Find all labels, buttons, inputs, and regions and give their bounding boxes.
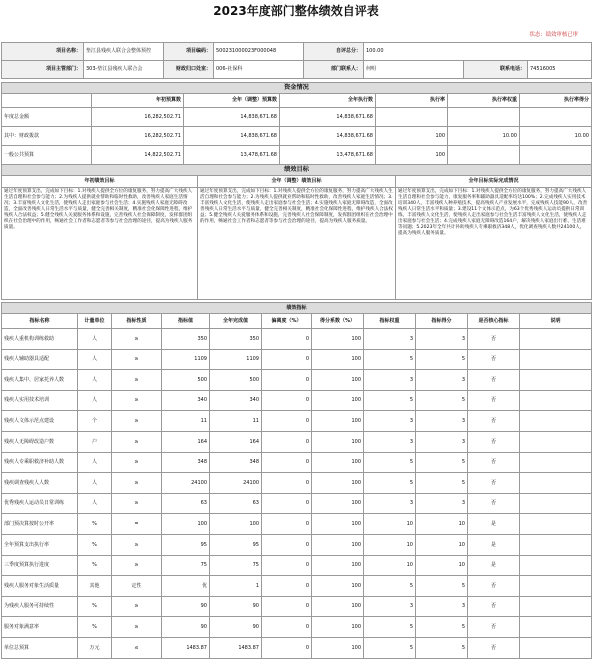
- indicator-nature: ≥: [112, 329, 162, 350]
- funds-header: 执行率权重: [448, 94, 520, 108]
- indicator-header: 是否核心指标: [468, 314, 520, 329]
- indicator-unit: 人: [78, 349, 112, 370]
- indicator-unit: 人: [78, 390, 112, 411]
- indicator-score: 5: [416, 473, 468, 494]
- indicator-completed: 348: [210, 452, 262, 473]
- funds-header: [2, 94, 92, 108]
- indicator-target: 95: [162, 534, 210, 555]
- dept-label: 项目主管部门：: [2, 61, 84, 79]
- indicator-weight: 3: [364, 329, 416, 350]
- indicator-row: [2, 534, 592, 555]
- indicator-deviation: 0: [262, 555, 312, 576]
- goals-section-title: 绩效目标: [2, 165, 592, 176]
- page-title: 2023年度部门整体绩效自评表: [213, 4, 379, 18]
- indicator-target: 348: [162, 452, 210, 473]
- indicator-rows: [2, 329, 592, 659]
- funds-header: 执行率: [376, 94, 448, 108]
- indicator-core: 否: [468, 576, 520, 597]
- indicator-completed: 63: [210, 493, 262, 514]
- indicator-target: 350: [162, 329, 210, 350]
- indicator-note: [520, 555, 592, 576]
- indicator-nature: =: [112, 514, 162, 535]
- indicator-core: 否: [468, 329, 520, 350]
- goal-adjusted-text: 通过年度预算支出，完成如下目标：1.对残疾人提供全方位的康复服务，努力提高广大残疾人生活自理和社会参与能力；2.为残疾人提供就业帮助和临时性救助，改善残疾人家庭生活情况；3.丰富残疾人文化生活，使残疾人走出家庭参与社会生活；4.实施残疾人家庭无障碍改造，全面改善残疾人日常生活水平与质量，健全完善相关制度，精准社会化保障性进程，维护残疾人合法权益；5.健全残疾人关爱服务体系和设施，完善残疾人社会保障制度，发挥群团组织在社会治理中的作用，畅通社会工作者和志愿者等参与社会治理的途径，提高为残疾人服务质量。: [198, 188, 396, 300]
- indicator-target: 90: [162, 596, 210, 617]
- indicator-deviation: 0: [262, 493, 312, 514]
- indicator-row: [2, 431, 592, 452]
- indicator-completed: 75: [210, 555, 262, 576]
- funds-score: 10.00: [520, 127, 592, 146]
- indicator-weight: 5: [364, 576, 416, 597]
- contact-label: 部门联系人：: [304, 61, 364, 79]
- indicator-note: [520, 390, 592, 411]
- project-info-table: [1, 42, 592, 79]
- indicator-weight: 3: [364, 370, 416, 391]
- indicator-unit: 人: [78, 329, 112, 350]
- indicator-deviation: 0: [262, 349, 312, 370]
- indicator-completed: 1109: [210, 349, 262, 370]
- indicator-unit: %: [78, 514, 112, 535]
- indicator-name: 残疾人重机构训练救助: [2, 329, 78, 350]
- indicator-row: [2, 329, 592, 350]
- indicator-row: [2, 390, 592, 411]
- funds-row: [2, 146, 592, 165]
- goals-header-actual: 全年目标实际完成情况: [396, 176, 592, 188]
- office-label: 财政归口处室：: [164, 61, 214, 79]
- indicator-core: 否: [468, 349, 520, 370]
- goals-header-adjusted: 全年（调整）绩效目标: [198, 176, 396, 188]
- indicator-coefficient: 100: [312, 411, 364, 432]
- indicator-row: [2, 514, 592, 535]
- indicator-completed: 90: [210, 596, 262, 617]
- indicator-target: 500: [162, 370, 210, 391]
- indicator-coefficient: 100: [312, 431, 364, 452]
- project-code-label: 项目编码：: [164, 43, 214, 61]
- indicator-unit: 人: [78, 473, 112, 494]
- indicator-name: 三季度预算执行进度: [2, 555, 78, 576]
- indicator-row: [2, 349, 592, 370]
- indicator-core: 否: [468, 431, 520, 452]
- indicator-core: 否: [468, 411, 520, 432]
- indicator-nature: ≥: [112, 431, 162, 452]
- funds-executed: 14,838,671.68: [280, 108, 376, 127]
- goals-table: [1, 164, 592, 300]
- indicator-row: [2, 637, 592, 658]
- indicator-target: 24100: [162, 473, 210, 494]
- indicator-completed: 100: [210, 514, 262, 535]
- indicator-unit: %: [78, 555, 112, 576]
- goals-header-initial: 年初绩效目标: [2, 176, 198, 188]
- funds-rate: [376, 108, 448, 127]
- indicator-coefficient: 100: [312, 390, 364, 411]
- indicator-deviation: 0: [262, 514, 312, 535]
- indicator-weight: 3: [364, 493, 416, 514]
- indicator-coefficient: 100: [312, 493, 364, 514]
- indicator-name: 残疾人实用技术培训: [2, 390, 78, 411]
- funds-adjusted: 13,478,671.68: [184, 146, 280, 165]
- indicator-nature: ≥: [112, 370, 162, 391]
- indicator-weight: 5: [364, 617, 416, 638]
- indicator-deviation: 0: [262, 617, 312, 638]
- funds-header: 执行率得分: [520, 94, 592, 108]
- indicator-row: [2, 473, 592, 494]
- goal-actual-text: 通过年度预算支出，完成如下目标：1.对残疾人提供全方位的康复服务，努力提高广大残疾人生活自理和社会参与能力，康复服务率和辅助器具适配率均达100%；2.完成残疾人实用技术培训340人，丰富残疾人种养殖技术，提高残疾人产业发展水平，完成残疾人技能90人，改善残疾人日常生活水平和质量；3.建设11个文体示范点，为63个优秀残疾人运动员提供日常训练，丰富残疾人文化生活，使残疾人走出家庭参与社会生活丰富残疾人文化生活，使残疾人走出家庭参与社会生活；4.完成残疾人家庭无障碍改造164户，解决残疾人家庭出行难、生活难等问题；5.2023年全年共计补助残疾人专乘职救济348人，优化调查残疾人数共24100人，提高为残疾人服务质量。: [396, 188, 592, 300]
- indicator-target: 63: [162, 493, 210, 514]
- indicator-nature: ≥: [112, 349, 162, 370]
- indicator-target: 75: [162, 555, 210, 576]
- indicator-deviation: 0: [262, 452, 312, 473]
- indicator-unit: 户: [78, 431, 112, 452]
- indicator-deviation: 0: [262, 473, 312, 494]
- indicator-note: [520, 370, 592, 391]
- funds-adjusted: 14,838,671.68: [184, 108, 280, 127]
- indicator-completed: 340: [210, 390, 262, 411]
- indicator-completed: 500: [210, 370, 262, 391]
- indicator-row: [2, 370, 592, 391]
- indicator-score: 3: [416, 411, 468, 432]
- indicator-weight: 5: [364, 473, 416, 494]
- indicator-deviation: 0: [262, 370, 312, 391]
- indicator-target: 340: [162, 390, 210, 411]
- indicator-completed: 90: [210, 617, 262, 638]
- indicator-name: 全年预算支出执行率: [2, 534, 78, 555]
- indicator-weight: 5: [364, 637, 416, 658]
- project-name-label: 项目名称：: [2, 43, 84, 61]
- indicator-core: 否: [468, 596, 520, 617]
- funds-weight: 10.00: [448, 127, 520, 146]
- indicator-row: [2, 555, 592, 576]
- indicator-target: 11: [162, 411, 210, 432]
- goal-initial-text: 通过年度预算支出，完成如下目标：1.对残疾人提供全方位的康复服务，努力提高广大残疾人生活自理和社会参与能力；2.为残疾人提供就业帮助和临时性救助，改善残疾人家庭生活情况；3.丰富残疾人文化生活，使残疾人走出家庭参与社会生活；4.实施残疾人家庭无障碍改造，全面改善残疾人日常生活水平与质量，健全完善相关制度，精准社会化保障性进程，维护残疾人合法权益；5.健全残疾人关爱服务体系和设施，完善残疾人社会保障制度，发挥群团组织在社会治理中的作用，畅通社会工作者和志愿者等参与社会治理的途径，提高为残疾人服务质量。: [2, 188, 198, 300]
- indicator-name: 残疾人文体示范点建设: [2, 411, 78, 432]
- indicator-note: [520, 637, 592, 658]
- indicators-table: [1, 302, 592, 659]
- indicator-completed: 24100: [210, 473, 262, 494]
- funds-header: 全年（调整）预算数: [184, 94, 280, 108]
- indicator-name: 残疾人专乘职救济补助人数: [2, 452, 78, 473]
- indicator-unit: 万元: [78, 637, 112, 658]
- funds-executed: 13,478,671.68: [280, 146, 376, 165]
- funds-row: [2, 108, 592, 127]
- indicator-unit: %: [78, 617, 112, 638]
- funds-table: [1, 82, 592, 165]
- self-score-value: 100.00: [364, 43, 592, 61]
- indicator-row: [2, 576, 592, 597]
- indicator-coefficient: 100: [312, 596, 364, 617]
- dept-value: 303-垫江县残疾人联合会: [84, 61, 164, 79]
- phone-label: 联系电话：: [464, 61, 528, 79]
- indicator-core: 否: [468, 637, 520, 658]
- indicator-deviation: 0: [262, 637, 312, 658]
- indicator-coefficient: 100: [312, 514, 364, 535]
- indicator-coefficient: 100: [312, 617, 364, 638]
- funds-weight: [448, 108, 520, 127]
- indicator-core: 否: [468, 390, 520, 411]
- indicator-row: [2, 452, 592, 473]
- indicators-section-title: 绩效指标: [2, 303, 592, 314]
- funds-weight: [448, 146, 520, 165]
- funds-section-title: 资金情况: [2, 83, 592, 94]
- indicator-weight: 5: [364, 452, 416, 473]
- indicator-nature: ≥: [112, 555, 162, 576]
- indicator-name: 优秀残疾人运动员日常训练: [2, 493, 78, 514]
- indicator-completed: 11: [210, 411, 262, 432]
- indicator-score: 5: [416, 576, 468, 597]
- indicator-note: [520, 596, 592, 617]
- indicator-weight: 10: [364, 534, 416, 555]
- indicator-header: 指标性质: [112, 314, 162, 329]
- indicator-weight: 3: [364, 411, 416, 432]
- indicator-note: [520, 617, 592, 638]
- indicator-name: 部门预决算按时公开率: [2, 514, 78, 535]
- indicator-score: 5: [416, 617, 468, 638]
- indicator-score: 5: [416, 452, 468, 473]
- indicator-unit: 人: [78, 452, 112, 473]
- indicator-header: 全年完成值: [210, 314, 262, 329]
- indicator-score: 5: [416, 349, 468, 370]
- indicator-deviation: 0: [262, 576, 312, 597]
- indicator-header: 计量单位: [78, 314, 112, 329]
- indicator-coefficient: 100: [312, 473, 364, 494]
- indicator-note: [520, 349, 592, 370]
- indicator-header: 指标权重: [364, 314, 416, 329]
- indicator-target: 1109: [162, 349, 210, 370]
- indicator-completed: 164: [210, 431, 262, 452]
- indicator-score: 10: [416, 555, 468, 576]
- funds-initial: 16,282,502.71: [92, 127, 184, 146]
- indicator-target: 1483.87: [162, 637, 210, 658]
- indicator-completed: 95: [210, 534, 262, 555]
- indicator-coefficient: 100: [312, 555, 364, 576]
- indicator-name: 残疾人服务对象生活质量: [2, 576, 78, 597]
- funds-row-label: 年度总金额: [2, 108, 92, 127]
- indicator-score: 5: [416, 637, 468, 658]
- indicator-target: 优: [162, 576, 210, 597]
- indicator-note: [520, 576, 592, 597]
- indicator-note: [520, 411, 592, 432]
- status-badge: 状态：绩效审核已审: [529, 32, 578, 38]
- indicator-weight: 10: [364, 514, 416, 535]
- funds-executed: 14,838,671.68: [280, 127, 376, 146]
- indicator-core: 否: [468, 493, 520, 514]
- indicator-row: [2, 411, 592, 432]
- indicator-unit: %: [78, 534, 112, 555]
- indicator-target: 100: [162, 514, 210, 535]
- indicator-name: 残疾人辅助器具适配: [2, 349, 78, 370]
- indicator-score: 10: [416, 534, 468, 555]
- indicator-nature: 定性: [112, 576, 162, 597]
- indicator-weight: 3: [364, 431, 416, 452]
- indicator-score: 3: [416, 596, 468, 617]
- funds-row-label: 其中：财政拨款: [2, 127, 92, 146]
- indicator-weight: 5: [364, 349, 416, 370]
- indicator-row: [2, 493, 592, 514]
- indicator-header: 得分系数（%）: [312, 314, 364, 329]
- indicator-unit: 人: [78, 493, 112, 514]
- indicator-coefficient: 100: [312, 637, 364, 658]
- indicator-name: 单位总预算: [2, 637, 78, 658]
- funds-score: [520, 108, 592, 127]
- indicator-nature: ≥: [112, 411, 162, 432]
- indicator-coefficient: 100: [312, 370, 364, 391]
- indicator-note: [520, 473, 592, 494]
- indicator-score: 3: [416, 431, 468, 452]
- indicator-core: 否: [468, 452, 520, 473]
- indicator-note: [520, 534, 592, 555]
- indicator-deviation: 0: [262, 534, 312, 555]
- indicator-nature: ≥: [112, 596, 162, 617]
- funds-row-label: 一般公共预算: [2, 146, 92, 165]
- funds-initial: 14,822,502.71: [92, 146, 184, 165]
- indicator-header: 指标值: [162, 314, 210, 329]
- funds-rate: 100: [376, 127, 448, 146]
- indicator-header: 偏离度（%）: [262, 314, 312, 329]
- indicator-deviation: 0: [262, 329, 312, 350]
- indicator-note: [520, 514, 592, 535]
- indicator-score: 3: [416, 370, 468, 391]
- indicator-coefficient: 100: [312, 576, 364, 597]
- indicator-nature: ≤: [112, 637, 162, 658]
- funds-score: [520, 146, 592, 165]
- indicator-header: 说明: [520, 314, 592, 329]
- indicator-score: 5: [416, 390, 468, 411]
- indicator-weight: 10: [364, 555, 416, 576]
- indicator-name: 为残疾人服务可持续性: [2, 596, 78, 617]
- contact-value: 何明: [364, 61, 464, 79]
- indicator-name: 残疾调查残疾人人数: [2, 473, 78, 494]
- project-code-value: 500231000023F000048: [214, 43, 304, 61]
- office-value: 006-社保科: [214, 61, 304, 79]
- indicator-deviation: 0: [262, 596, 312, 617]
- indicator-completed: 1: [210, 576, 262, 597]
- indicator-name: 服务对象满意率: [2, 617, 78, 638]
- indicator-note: [520, 329, 592, 350]
- indicator-core: 否: [468, 617, 520, 638]
- indicator-nature: ≥: [112, 493, 162, 514]
- funds-rate: 100: [376, 146, 448, 165]
- indicator-weight: 3: [364, 596, 416, 617]
- indicator-score: 3: [416, 329, 468, 350]
- indicator-nature: ≥: [112, 452, 162, 473]
- indicator-coefficient: 100: [312, 349, 364, 370]
- indicator-deviation: 0: [262, 411, 312, 432]
- indicator-name: 残疾人无障碍改造户数: [2, 431, 78, 452]
- indicator-core: 是: [468, 534, 520, 555]
- indicator-score: 3: [416, 493, 468, 514]
- project-name-value: 垫江县残疾人联合会整体预控: [84, 43, 164, 61]
- funds-row: [2, 127, 592, 146]
- indicator-nature: ≥: [112, 534, 162, 555]
- funds-adjusted: 14,838,671.68: [184, 127, 280, 146]
- indicator-nature: ≥: [112, 617, 162, 638]
- indicator-header: 指标名称: [2, 314, 78, 329]
- indicator-coefficient: 100: [312, 452, 364, 473]
- indicator-target: 164: [162, 431, 210, 452]
- indicator-note: [520, 452, 592, 473]
- indicator-unit: %: [78, 596, 112, 617]
- indicator-core: 是: [468, 514, 520, 535]
- indicator-name: 残疾人集中、居家托养人数: [2, 370, 78, 391]
- phone-value: 74516005: [528, 61, 592, 79]
- indicator-core: 否: [468, 370, 520, 391]
- indicator-note: [520, 493, 592, 514]
- indicator-unit: 个: [78, 411, 112, 432]
- indicator-core: 是: [468, 555, 520, 576]
- indicator-score: 10: [416, 514, 468, 535]
- self-score-label: 自评总分：: [304, 43, 364, 61]
- indicator-coefficient: 100: [312, 329, 364, 350]
- funds-header: 全年执行数: [280, 94, 376, 108]
- indicator-weight: 5: [364, 390, 416, 411]
- indicator-deviation: 0: [262, 390, 312, 411]
- indicator-core: 否: [468, 473, 520, 494]
- indicator-unit: 人: [78, 370, 112, 391]
- funds-header: 年初预算数: [92, 94, 184, 108]
- indicator-target: 90: [162, 617, 210, 638]
- indicator-completed: 350: [210, 329, 262, 350]
- funds-initial: 16,282,502.71: [92, 108, 184, 127]
- indicator-row: [2, 617, 592, 638]
- indicator-nature: ≥: [112, 390, 162, 411]
- indicator-note: [520, 431, 592, 452]
- indicator-row: [2, 596, 592, 617]
- indicator-completed: 1483.87: [210, 637, 262, 658]
- indicator-unit: 其他: [78, 576, 112, 597]
- indicator-header: 指标得分: [416, 314, 468, 329]
- indicator-deviation: 0: [262, 431, 312, 452]
- indicator-coefficient: 100: [312, 534, 364, 555]
- indicator-nature: ≥: [112, 473, 162, 494]
